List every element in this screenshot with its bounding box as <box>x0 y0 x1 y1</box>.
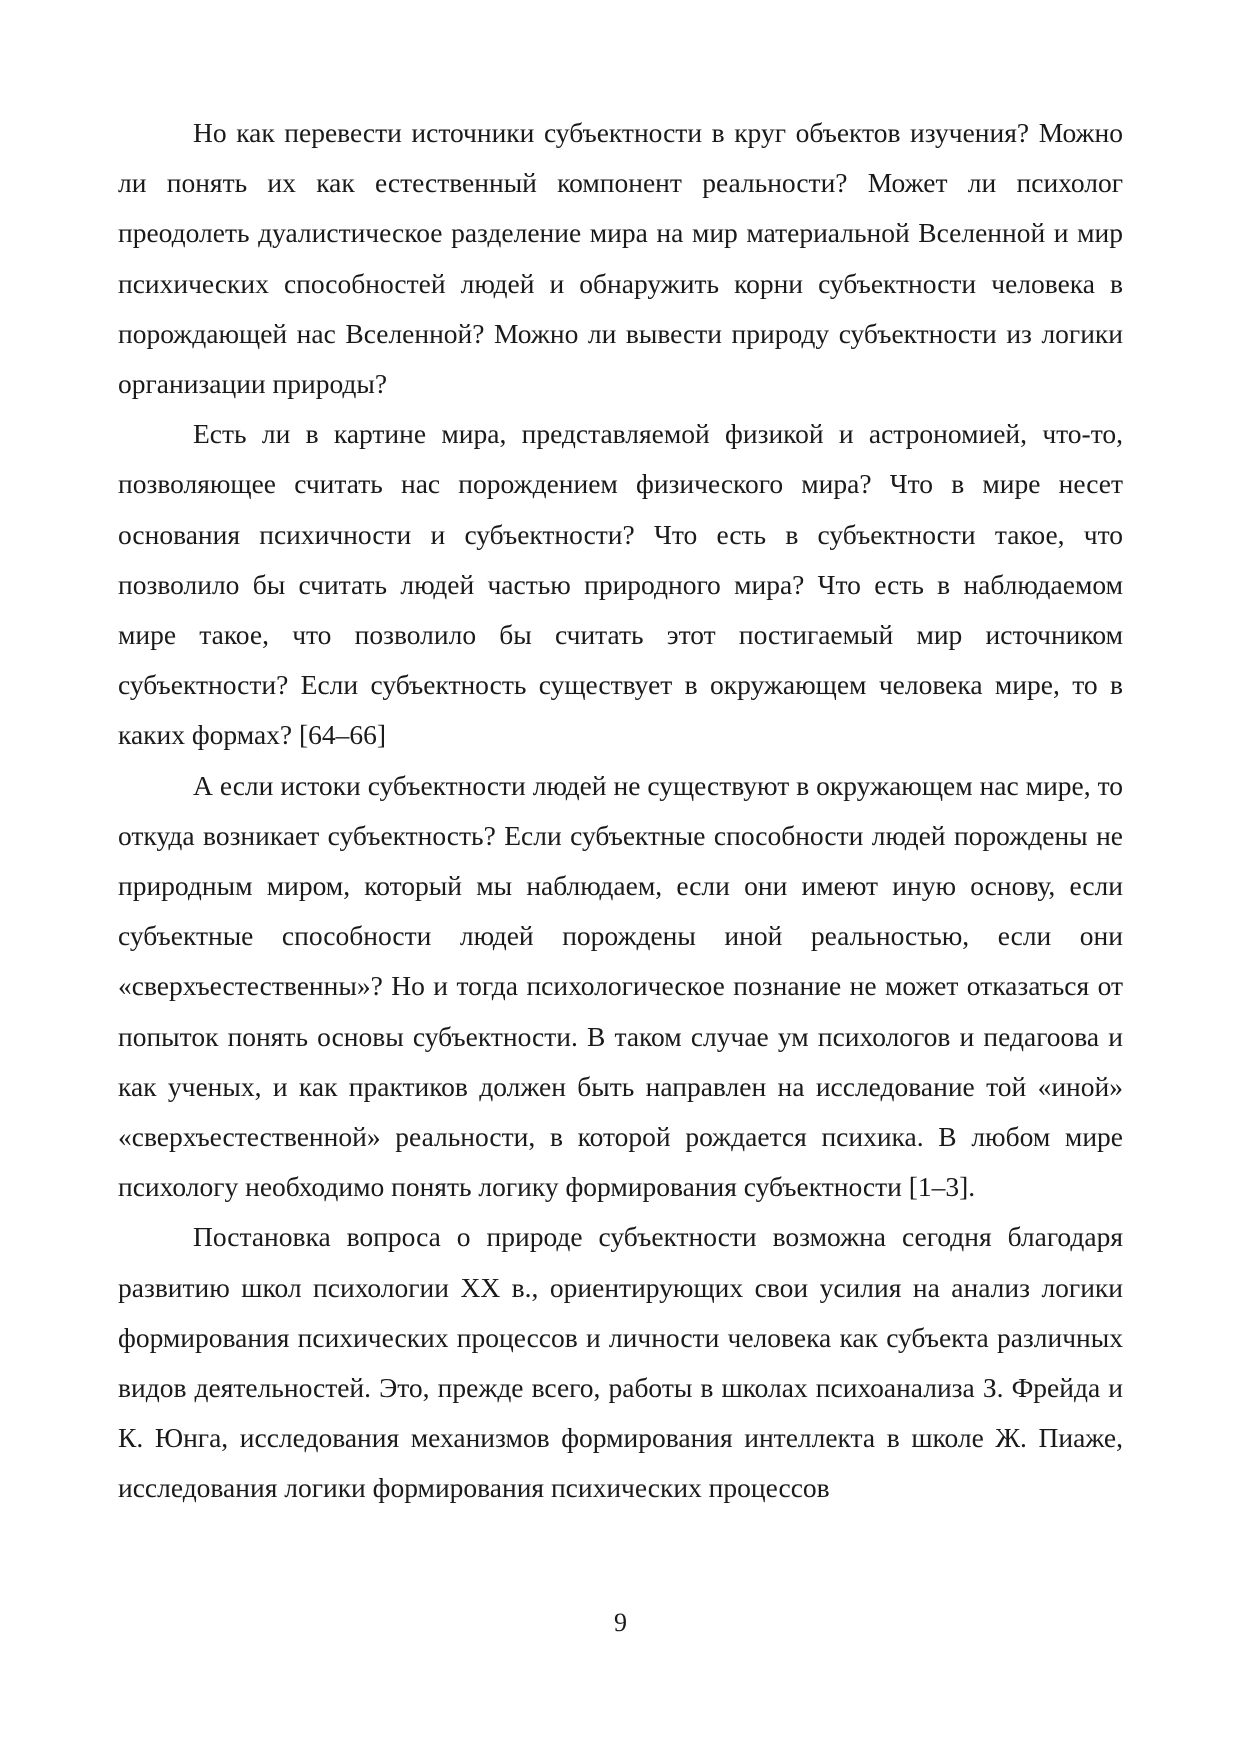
paragraph-4: Постановка вопроса о природе субъектности возможна сегодня благодаря развитию школ психологии XX в., ориентирующих свои усилия на анализ логики формирования психических процессов и личности человека как субъекта различных видов деятельностей. Это, прежде всего, работы в школах психоанализа З. Фрейда и К. Юнга, исследования механизмов формирования интеллекта в школе Ж. Пиаже, исследования логики формирования психических процессов <box>118 1221 1123 1504</box>
paragraph-2: Есть ли в картине мира, представляемой физикой и астрономией, что-то, позволяющее считать нас порождением физического мира? Что в мире несет основания психичности и субъектности? Что есть в субъектности такое, что позволило бы считать людей частью природного мира? Что есть в наблюдаемом мире такое, что позволило бы считать этот постигаемый мир источником субъектности? Если субъектность существует в окружающем человека мире, то в каких формах? [64–66] <box>118 418 1123 751</box>
page-body <box>118 108 1123 1514</box>
page-number: 9 <box>614 1608 627 1637</box>
paragraph-3: А если истоки субъектности людей не существуют в окружающем нас мире, то откуда возникает субъектность? Если субъектные способности людей порождены не природным миром, который мы наблюдаем, если они имеют иную основу, если субъектные способности людей порождены иной реальностью, если они «сверхъестественны»? Но и тогда психологическое познание не может отказаться от попыток понять основы субъектности. В таком случае ум психологов и педагоова и как ученых, и как практиков должен быть направлен на исследование той «иной» «сверхъестественной» реальности, в которой рождается психика. В любом мире психологу необходимо понять логику формирования субъектности [1–3]. <box>118 769 1123 1203</box>
paragraph-1: Но как перевести источники субъектности в круг объектов изучения? Можно ли понять их как естественный компонент реальности? Может ли психолог преодолеть дуалистическое разделение мира на мир материальной Вселенной и мир психических способностей людей и обнаружить корни субъектности человека в порождающей нас Вселенной? Можно ли вывести природу субъектности из логики организации природы? <box>118 117 1123 400</box>
